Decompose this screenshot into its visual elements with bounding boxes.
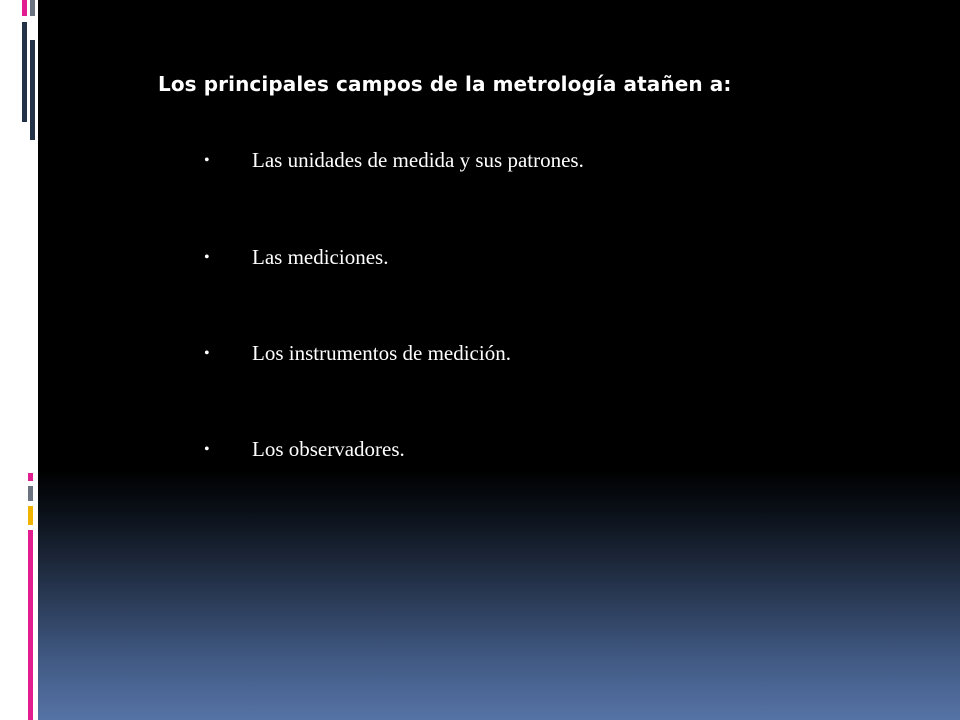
bullet-item <box>200 437 405 462</box>
bullet-text: Las unidades de medida y sus patrones. <box>252 148 584 172</box>
slide-title: Los principales campos de la metrología atañen a: <box>158 72 732 96</box>
bullet-icon: • <box>204 249 210 266</box>
decorative-bars <box>0 0 38 720</box>
deco-bar-pink-short <box>28 473 33 481</box>
bullet-text: Los observadores. <box>252 437 405 461</box>
bullet-icon: • <box>204 345 210 362</box>
deco-bar-pink-top <box>22 0 27 16</box>
bullet-icon: • <box>204 441 210 458</box>
deco-bar-navy-2 <box>30 40 35 140</box>
bullet-icon: • <box>204 152 210 169</box>
deco-bar-gray <box>28 486 33 501</box>
bullet-item <box>200 245 388 270</box>
deco-bar-gray-top <box>30 0 35 16</box>
bullet-item <box>200 148 584 173</box>
bullet-text: Los instrumentos de medición. <box>252 341 511 365</box>
bullet-item <box>200 341 511 366</box>
deco-bar-gold <box>28 506 33 525</box>
deco-bar-pink-long <box>28 530 33 720</box>
deco-bar-navy-1 <box>22 22 27 122</box>
bullet-text: Las mediciones. <box>252 245 389 269</box>
